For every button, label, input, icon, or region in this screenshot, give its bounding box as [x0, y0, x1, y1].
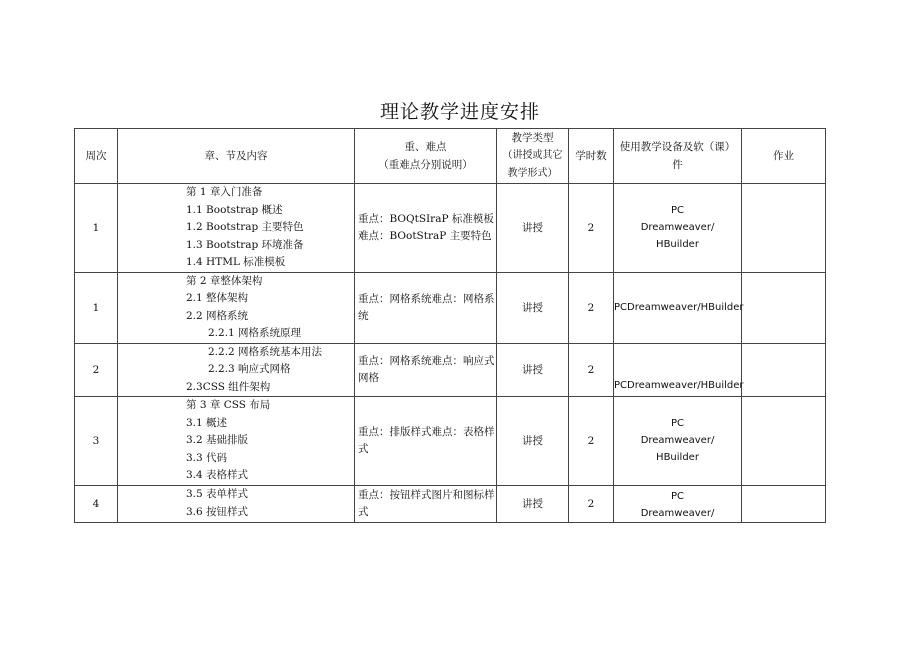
- week-cell: 4: [75, 485, 118, 522]
- homework-cell: [742, 272, 826, 343]
- equipment-line: HBuilder: [656, 239, 699, 251]
- equipment-line: PC: [670, 490, 684, 502]
- table-row: [75, 184, 826, 273]
- content-line: 3.5 表单样式: [186, 488, 249, 500]
- page-title: 理论教学进度安排: [379, 101, 540, 123]
- content-line: 第 2 章整体架构: [186, 274, 263, 287]
- schedule-table: [74, 128, 826, 523]
- homework-cell: [742, 485, 826, 522]
- key-points-line: 统: [358, 309, 369, 322]
- table-row: [75, 272, 826, 343]
- key-points-cell: [355, 397, 497, 486]
- teach-type-cell: 讲授: [497, 343, 569, 397]
- hours-cell: 2: [569, 272, 614, 343]
- key-points-line: 重点：按钮样式图片和图标样: [358, 488, 495, 501]
- key-points-line: 式: [358, 442, 369, 455]
- header-key-points: [355, 129, 497, 184]
- table-row: [75, 485, 826, 522]
- header-key-points-line: （重难点分别说明）: [378, 159, 473, 171]
- header-week: 周次: [75, 129, 118, 184]
- content-line: 2.2.2 网格系统基本用法: [208, 345, 323, 358]
- header-teach-type-line: 教学类型: [511, 132, 554, 144]
- content-line: 1.1 Bootstrap 概述: [186, 203, 283, 216]
- equipment-line: PCDreamweaver/HBuilder: [614, 302, 744, 313]
- key-points-line: 重点：BOQtSIraP 标准模板: [358, 212, 494, 225]
- key-points-cell: [355, 485, 497, 522]
- header-content: 章、节及内容: [118, 129, 355, 184]
- header-teach-type-line: 教学形式）: [507, 168, 558, 179]
- header-equipment: [614, 129, 742, 184]
- content-cell: [118, 485, 355, 522]
- header-hours: 学时数: [569, 129, 614, 184]
- content-line: 第 1 章入门准备: [186, 186, 263, 198]
- hours-cell: 2: [569, 343, 614, 397]
- content-line: 2.1 整体架构: [186, 292, 249, 304]
- hours-cell: 2: [569, 184, 614, 273]
- week-cell: 2: [75, 343, 118, 397]
- equipment-cell: [614, 184, 742, 273]
- equipment-line: HBuilder: [656, 452, 699, 464]
- content-line: 3.6 按钮样式: [186, 505, 249, 518]
- content-line: 2.3CSS 组件架构: [186, 380, 271, 393]
- key-points-line: 式: [358, 505, 369, 518]
- content-cell: [118, 343, 355, 397]
- content-line: 3.3 代码: [186, 451, 228, 464]
- homework-cell: [742, 343, 826, 397]
- key-points-cell: [355, 272, 497, 343]
- key-points-line: 难点：BOotStraP 主要特色: [358, 229, 492, 242]
- week-cell: 3: [75, 397, 118, 486]
- teach-type-cell: 讲授: [497, 485, 569, 522]
- header-equipment-line: 件: [672, 159, 683, 171]
- header-row: [75, 129, 826, 184]
- content-cell: [118, 184, 355, 273]
- content-line: 3.4 表格样式: [186, 469, 249, 481]
- content-cell: [118, 397, 355, 486]
- header-teach-type-line: （讲授或其它: [502, 150, 563, 161]
- content-line: 第 3 章 CSS 布局: [186, 399, 271, 411]
- key-points-cell: [355, 343, 497, 397]
- content-line: 2.2 网格系统: [186, 309, 249, 322]
- hours-cell: 2: [569, 397, 614, 486]
- header-teach-type: [497, 129, 569, 184]
- equipment-cell: [614, 485, 742, 522]
- content-line: 2.2.1 网格系统原理: [208, 327, 302, 339]
- table-row: [75, 397, 826, 486]
- week-cell: 1: [75, 184, 118, 273]
- equipment-line: Dreamweaver/: [640, 507, 715, 519]
- key-points-line: 网格: [358, 371, 379, 384]
- equipment-line: Dreamweaver/: [640, 435, 715, 447]
- equipment-line: PC: [670, 205, 684, 217]
- equipment-cell: [614, 343, 742, 397]
- key-points-line: 重点：网格系统难点：网格系: [358, 292, 495, 305]
- key-points-line: 重点：排版样式难点：表格样: [358, 425, 495, 438]
- teach-type-cell: 讲授: [497, 397, 569, 486]
- table-row: [75, 343, 826, 397]
- equipment-cell: [614, 397, 742, 486]
- content-line: 2.2.3 响应式网格: [208, 363, 291, 375]
- content-line: 3.1 概述: [186, 416, 228, 429]
- content-line: 1.4 HTML 标准模板: [186, 256, 286, 268]
- equipment-line: Dreamweaver/: [640, 222, 715, 234]
- header-equipment-line: 使用教学设备及软（课）: [619, 141, 736, 153]
- hours-cell: 2: [569, 485, 614, 522]
- homework-cell: [742, 397, 826, 486]
- content-line: 3.2 基础排版: [186, 434, 249, 446]
- teach-type-cell: 讲授: [497, 272, 569, 343]
- key-points-line: 重点：网格系统难点：响应式: [358, 354, 495, 367]
- homework-cell: [742, 184, 826, 273]
- teach-type-cell: 讲授: [497, 184, 569, 273]
- content-line: 1.3 Bootstrap 环境准备: [186, 238, 304, 251]
- equipment-line: PCDreamweaver/HBuilder: [614, 380, 744, 391]
- content-cell: [118, 272, 355, 343]
- content-line: 1.2 Bootstrap 主要特色: [186, 221, 304, 233]
- equipment-line: PC: [670, 418, 684, 430]
- week-cell: 1: [75, 272, 118, 343]
- header-key-points-line: 重、难点: [404, 141, 447, 153]
- key-points-cell: [355, 184, 497, 273]
- header-homework: 作业: [742, 129, 826, 184]
- equipment-cell: [614, 272, 742, 343]
